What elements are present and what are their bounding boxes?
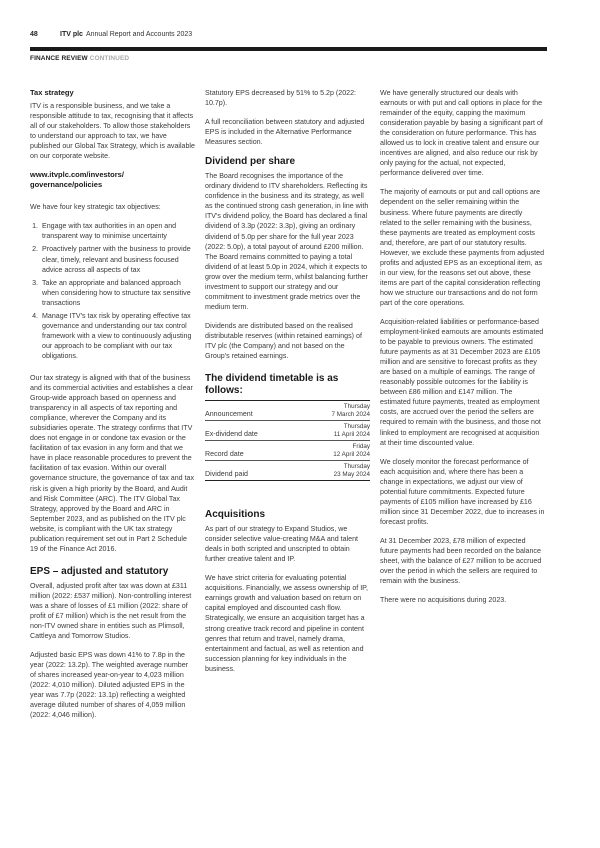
liabilities-paragraph: Acquisition-related liabilities or performance-based employment-linked earnouts are amounts estimated to be payable to previous owners. The estimated future payments as at 31 December 2023 are £105 million and are sensitive to forecast profits as they are based on a multiple of earnings. The range of reasonably possible outcomes for the liability is between £86 million and £147 million. The estimated future payments, treated as employment costs, are accrued over the period the sellers are required to remain with the business, and those not linked to employment are recognised at acquisition at their time discounted value. [380,317,544,447]
row-day: Thursday [343,403,370,411]
report-title: Annual Report and Accounts 2023 [85,31,193,38]
objectives-intro: We have four key strategic tax objectives: [30,203,161,212]
row-label: Record date [205,450,244,459]
section-continued: CONTINUED [89,55,130,62]
list-item: 3. Take an appropriate and balanced approach when considering how to structure tax sensitive transactions [40,278,195,308]
row-date-value: 12 April 2024 [333,451,370,459]
column-1 [30,88,195,729]
row-date [334,463,370,479]
earnouts-paragraph: The majority of earnouts or put and call options are dependent on the seller remaining within the business. Where future payments are directly related to the seller remaining with the business, these payments are treated as employment costs and, therefore, are part of our statutory results. However, we exclude these payments from adjusted profits and adjusted EPS as an exceptional item, as in our view, for the reasons set out above, these items are part of the capital consideration reflecting how we structure our transactions and do not form part of the core operations. [380,188,545,307]
tax-objectives-list [30,221,195,361]
list-item: 2. Proactively partner with the business to provide clear, timely, relevant and business focused advice across all aspects of tax [40,244,195,274]
row-date [334,423,370,439]
list-item: 1. Engage with tax authorities in an open and transparent way to minimise uncertainty [40,221,195,241]
section-name: FINANCE REVIEW [30,55,88,62]
row-date-value: 23 May 2024 [333,471,370,479]
monitoring-paragraph: We closely monitor the forecast performance of each acquisition and, where there has been a change in expectations, we adjust our view of potential future commitments. Expected future payments of £105 million have increased by £16 million since 31 December 2022, due to increases in forecast profits. [380,457,545,526]
brand-name: ITV plc [60,31,83,38]
tax-alignment: Our tax strategy is aligned with that of the business and its commercial activities and establishes a clear Group-wide approach based on openness and transparency in all aspects of tax reporting and compliance, wherever the Company and its subsidiaries operate. The strategy confirms that ITV does not engage in or condone tax evasion or the facilitation of tax evasion in any form and that we have in place reasonable procedures to prevent the facilitation of tax evasion. Within our overall governance structure, the governance of tax and tax risk is given a high priority by the Board, and Audit and Risk Committee (ARC). The ITV Global Tax Strategy, approved by the Board and ARC in September 2023, and as published on the ITV plc website, is compliant with the UK tax strategy publication requirement set out in Part 2 Schedule 19 of the Finance Act 2016. [30,373,195,553]
eps-paragraph-1: Overall, adjusted profit after tax was down at £311 million (2022: £537 million). Non-controlling interest was a share of losses of £1 million (2022: share of profit of £7 million) which is the net result from the non-ITV owned share in entities such as Plimsoll, Cattleya and Tomorrow Studios. [30,581,192,641]
row-label: Ex-dividend date [205,430,258,439]
eps-reconciliation: A full reconciliation between statutory and adjusted EPS is included in the Alternative Performance Measures section. [205,118,365,147]
column-2 [205,88,370,683]
column-3 [380,88,545,614]
acquisitions-paragraph-2: We have strict criteria for evaluating potential acquisitions. Financially, we assess ownership of IP, earnings growth and valuation based on return on capital employed and discounted cash flow. Strategically, we ensure an acquisition target has a strong creative track record and pipeline in content genres that return and travel, namely drama, entertainment and factual, as well as retention and succession planning for key individuals in the business. [205,574,368,673]
row-label: Dividend paid [205,470,248,479]
table-row [205,401,370,421]
eps-paragraph-2: Adjusted basic EPS was down 41% to 7.8p in the year (2022: 13.2p). The weighted average number of shares increased year-on-year to 4,023 million (2022: 4,010 million). Diluted adjusted EPS in the year was 7.7p (2022: 13.1p) reflecting a weighted average diluted number of shares of 4,059 million (2022: 4,046 million). [30,651,189,720]
row-day: Thursday [343,423,370,431]
deals-structure: We have generally structured our deals with earnouts or with put and call options in place for the remainder of the equity, capping the maximum consideration payable by basing a significant part of the consideration on future performance. This has allowed us to lock in creative talent and ensure our incentives are aligned, and also reduce our risk by only paying for the actual, not expected, performance delivered over time. [380,89,543,178]
row-date-value: 7 March 2024 [331,411,370,419]
page-header [30,31,547,62]
balance-sheet-paragraph: At 31 December 2023, £78 million of expected future payments had been recorded on the balance sheet, with the balance of £27 million to be accrued over the period in which the sellers are required to remain with the business. [380,536,542,586]
timetable-title: The dividend timetable is as follows: [205,373,339,397]
dividend-paragraph-1: The Board recognises the importance of the ordinary dividend to ITV shareholders. Reflecting its confidence in the business and its strategy, as well as the continued strong cash generation, in line with ITV's dividend policy, the Board has declared a final dividend of 3.3p (2022: 3.3p), giving an ordinary dividend of 5.0p per share for the full year 2023 (2022: 5.0p), a total payout of around £200 million. The Board remains committed to paying a total dividend of at least 5.0p in 2024, which it expects to grow over the medium term, whilst balancing further investment to support our strategy and our commitment to investment grade metrics over the medium term. [205,172,369,311]
dividend-heading: Dividend per share [205,156,296,168]
policies-link[interactable]: www.itvplc.com/investors/ governance/policies [30,170,124,190]
running-header [30,31,547,41]
row-label: Announcement [205,410,253,419]
row-day: Friday [352,443,370,451]
table-row [205,421,370,441]
header-rule [30,47,547,51]
dividend-timetable [205,400,370,481]
row-date [331,403,370,419]
eps-heading: EPS – adjusted and statutory [30,565,169,577]
tax-strategy-heading: Tax strategy [30,88,74,97]
table-row [205,441,370,461]
row-day: Thursday [343,463,370,471]
dividend-paragraph-2: Dividends are distributed based on the realised distributable reserves (within retained earnings) of ITV plc (the Company) and not based on the Group's retained earnings. [205,321,362,361]
row-date [333,443,370,459]
list-item: 4. Manage ITV's tax risk by operating effective tax governance and understanding our tax control framework with a view to continuously adjusting our approach to be compliant with our tax obligations. [40,311,195,361]
statutory-eps: Statutory EPS decreased by 51% to 5.2p (2022: 10.7p). [205,89,357,108]
acquisitions-paragraph-1: As part of our strategy to Expand Studios, we consider selective value-creating M&A and talent deals in both scripted and unscripted to obtain further creative talent and IP. [205,525,358,564]
section-label [30,55,547,62]
acquisitions-heading: Acquisitions [205,509,266,521]
row-date-value: 11 April 2024 [333,431,370,439]
no-acquisitions-note: There were no acquisitions during 2023. [380,596,507,605]
page-number: 48 [30,31,38,38]
table-row [205,461,370,481]
tax-intro: ITV is a responsible business, and we take a responsible attitude to tax, recognising that it affects all of our stakeholders. To allow those stakeholders to understand our approach to tax, we have published our Global Tax Strategy, which is available on our corporate website. [30,102,195,161]
